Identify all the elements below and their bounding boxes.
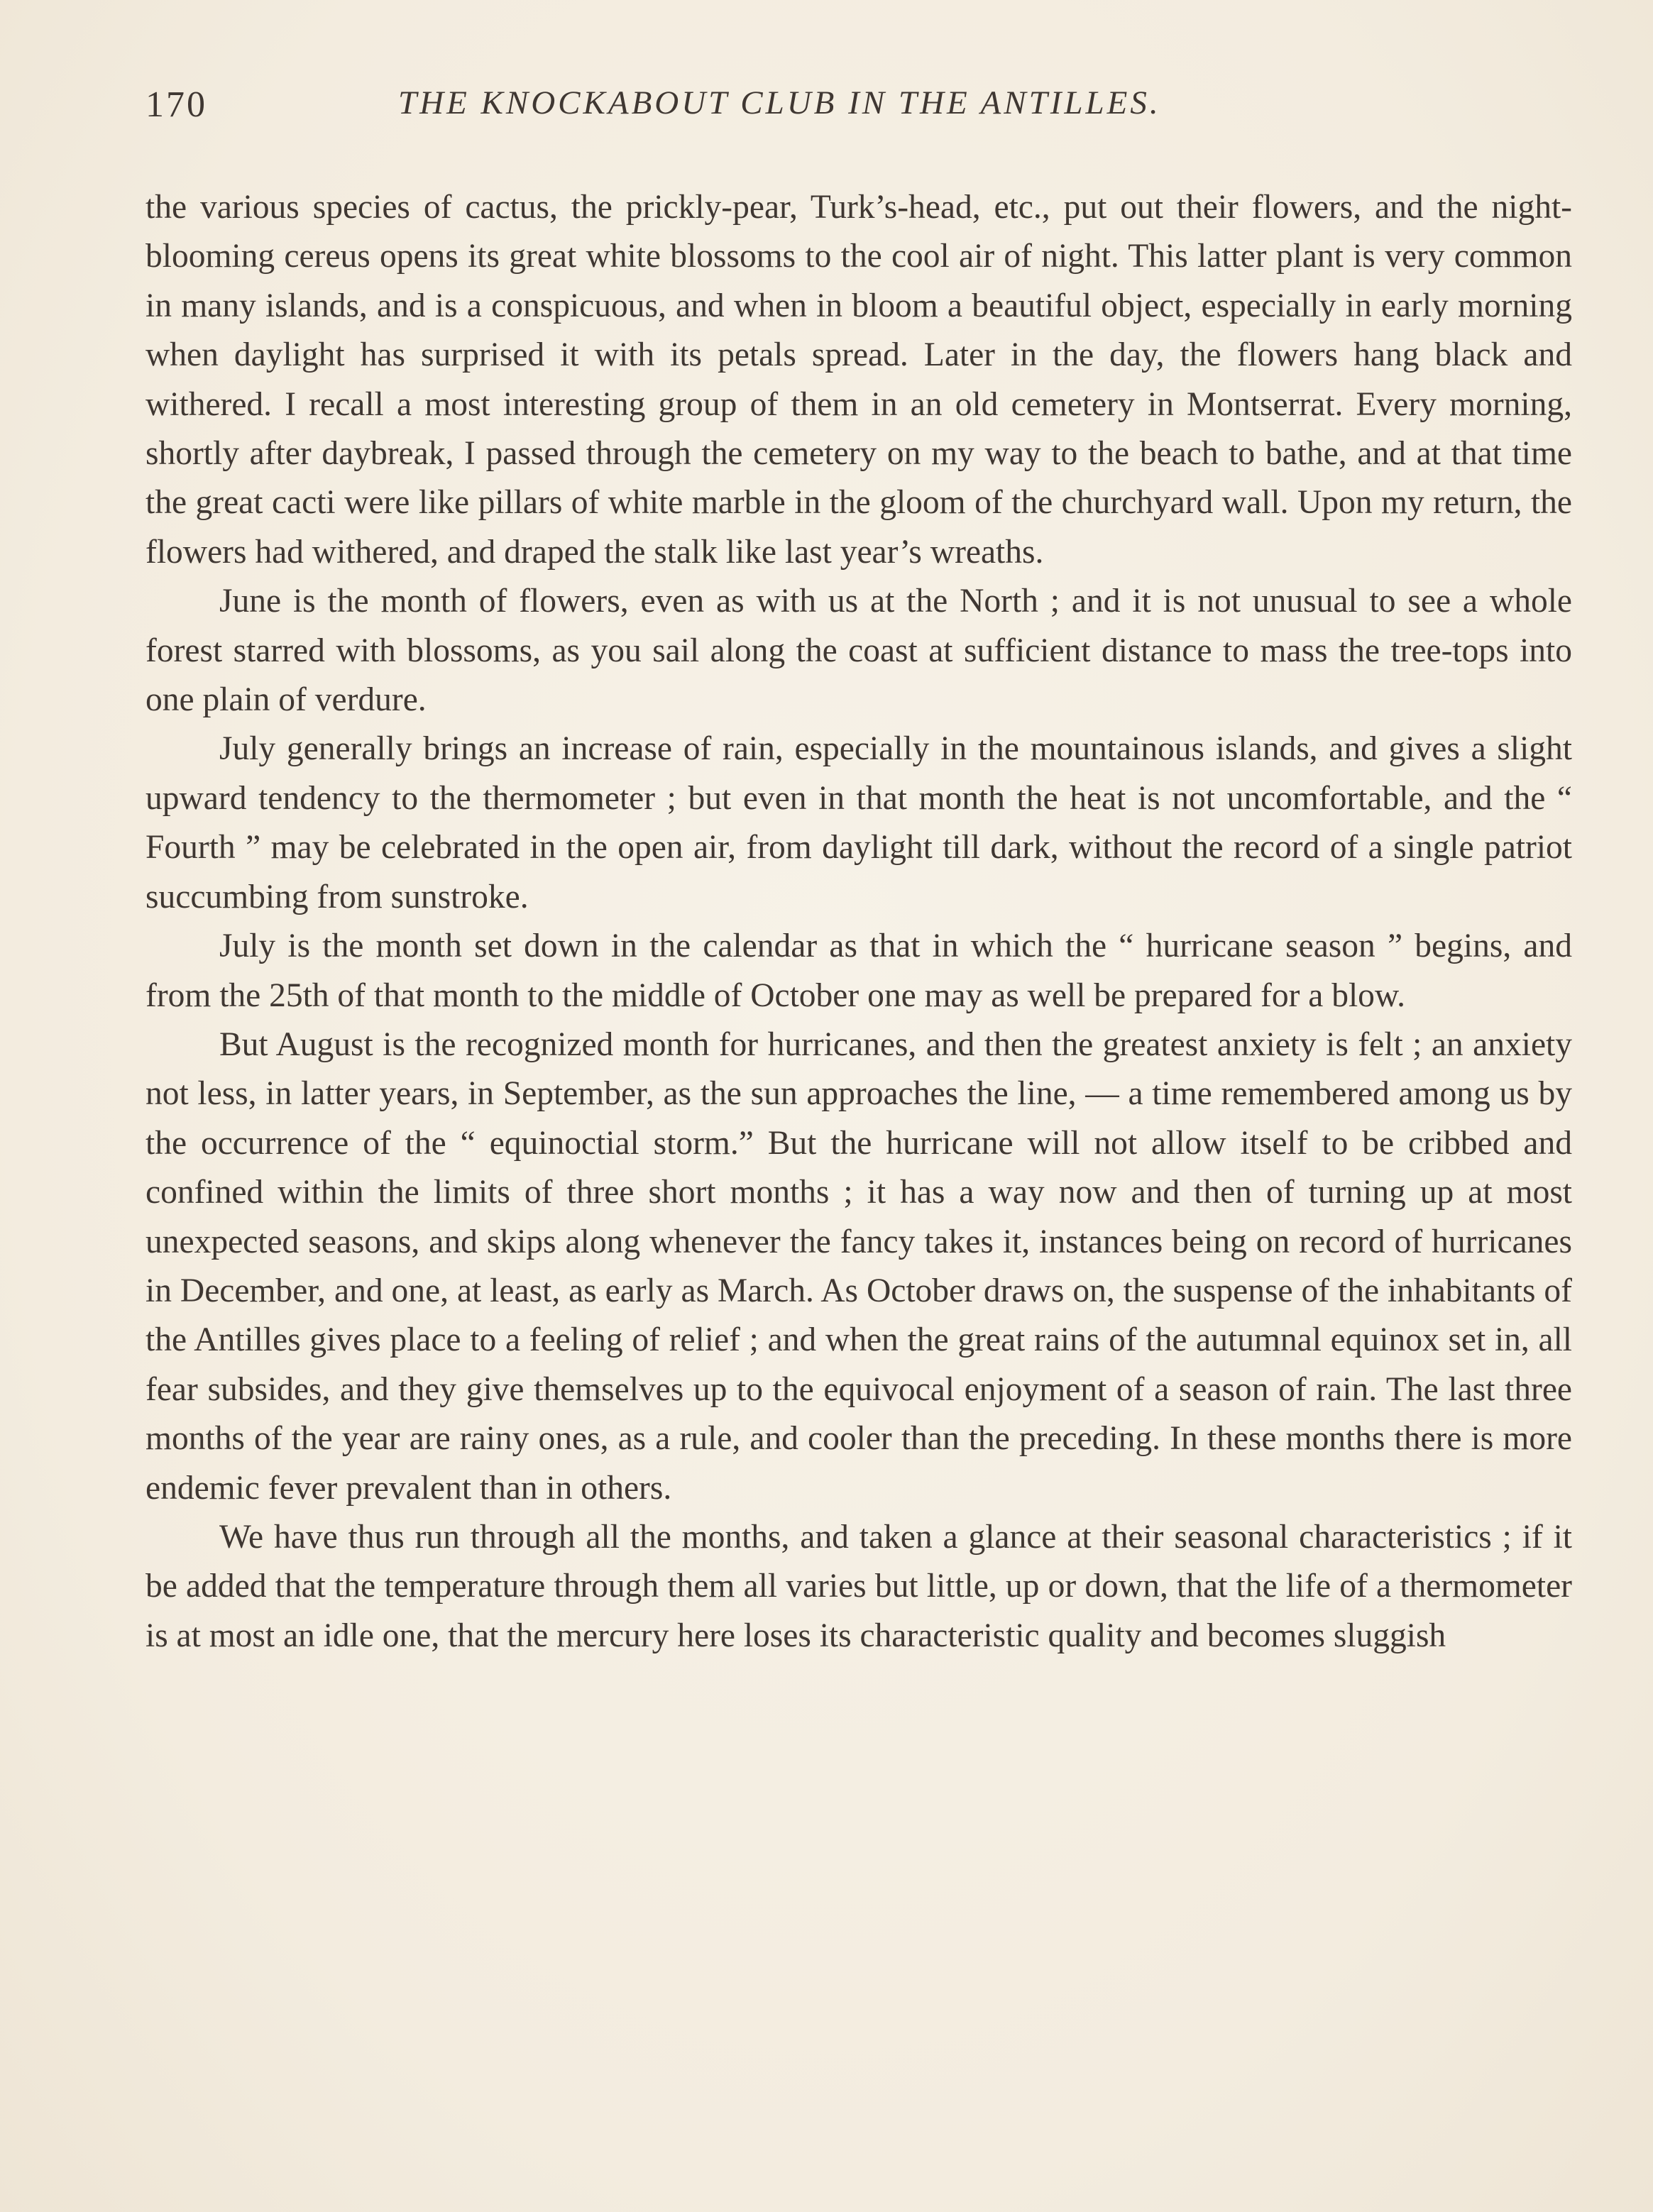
page-number: 170 [145, 84, 207, 125]
paragraph-june: June is the month of flowers, even as with us at the North ; and it is not unusual to see a whole forest starred with blossoms, as you sail along the coast at sufficient distance to mass the tree-tops into one plain of verdure. [145, 583, 1572, 719]
paragraph-continued: the various species of cactus, the prickly-pear, Turk’s-head, etc., put out their flowers, and the night-blooming cereus opens its great white blossoms to the cool air of night. This latter plant is very common in many islands, and is a conspicuous, and when in bloom a beautiful object, especially in early morning when daylight has surprised it with its petals spread. Later in the day, the flowers hang black and withered. I recall a most interesting group of them in an old cemetery in Montserrat. Every morning, shortly after daybreak, I passed through the cemetery on my way to the beach to bathe, and at that time the great cacti were like pillars of white marble in the gloom of the churchyard wall. Upon my return, the flowers had withered, and draped the stalk like last year’s wreaths. [145, 189, 1572, 571]
running-title: THE KNOCKABOUT CLUB IN THE ANTILLES. [398, 84, 1161, 121]
body-text [145, 183, 1572, 1661]
paragraph-august: But August is the recognized month for hurricanes, and then the greatest anxiety is felt ; an anxiety not less, in latter years, in September, as the sun approaches the line, — a time remembered among us by the occurrence of the “ equinoctial storm.” But the hurricane will not allow itself to be cribbed and confined within the limits of three short months ; it has a way now and then of turning up at most unexpected seasons, and skips along whenever the fancy takes it, instances being on record of hurricanes in December, and one, at least, as early as March. As October draws on, the suspense of the inhabitants of the Antilles gives place to a feeling of relief ; and when the great rains of the autumnal equinox set in, all fear subsides, and they give themselves up to the equivocal enjoyment of a season of rain. The last three months of the year are rainy ones, as a rule, and cooler than the preceding. In these months there is more endemic fever prevalent than in others. [145, 1025, 1572, 1507]
paragraph-summary: We have thus run through all the months, and taken a glance at their seasonal characteristics ; if it be added that the temperature through them all varies but little, up or down, that the life of a thermometer is at most an idle one, that the mercury here loses its characteristic quality and becomes sluggish [145, 1518, 1572, 1654]
running-head [145, 84, 1575, 133]
paragraph-hurricane-season: July is the month set down in the calendar as that in which the “ hurricane season ” begins, and from the 25th of that month to the middle of October one may as well be prepared for a blow. [145, 928, 1572, 1014]
paragraph-july-rain: July generally brings an increase of rain, especially in the mountainous islands, and gives a slight upward tendency to the thermometer ; but even in that month the heat is not uncomfortable, and the “ Fourth ” may be celebrated in the open air, from daylight till dark, without the record of a single patriot succumbing from sunstroke. [145, 730, 1572, 915]
